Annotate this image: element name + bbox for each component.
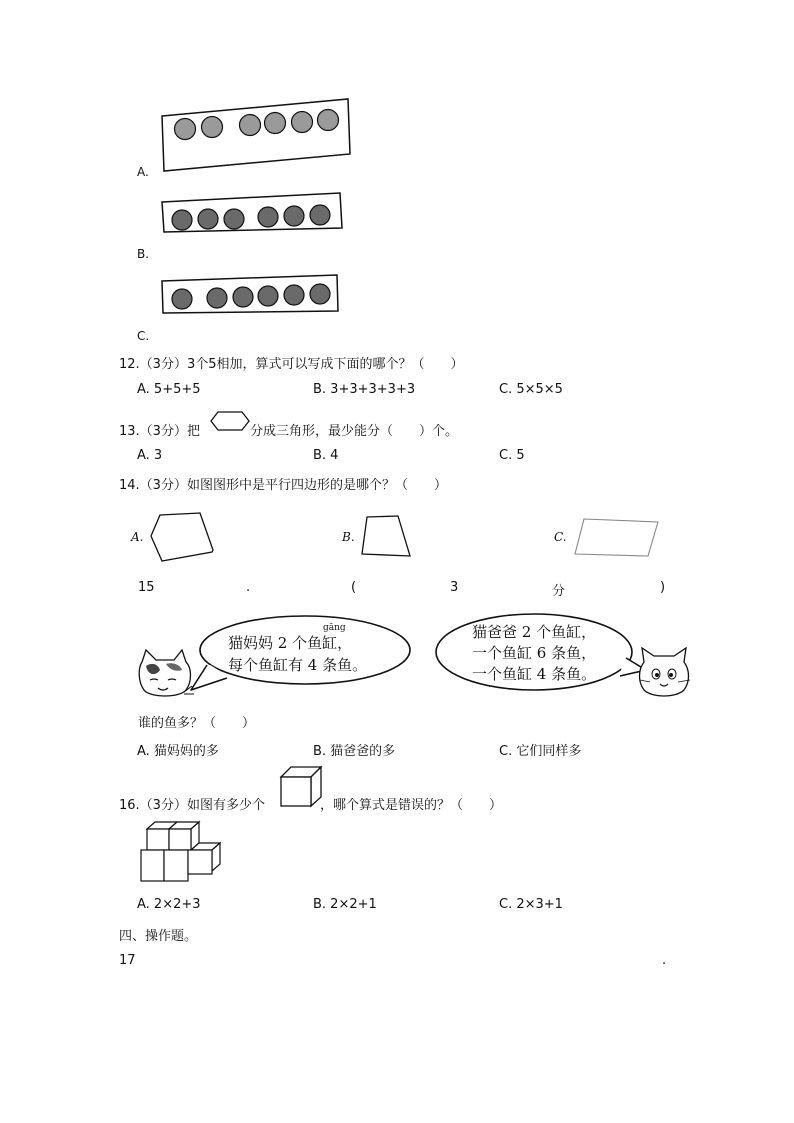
counter-dot	[240, 115, 261, 136]
q17-dot: .	[662, 953, 667, 968]
q13-option-a[interactable]: A. 3	[137, 448, 163, 463]
bubble-right-line-2: 一个鱼缸 6 条鱼，	[472, 644, 597, 662]
counter-dot	[172, 289, 192, 309]
q15-question: 谁的鱼多？（ ）	[138, 716, 256, 731]
q15-open-paren: (	[351, 580, 357, 595]
q13-stem-before: 13.（3分）把	[119, 424, 200, 439]
q15-option-b[interactable]: B. 猫爸爸的多	[313, 744, 396, 759]
q16-option-c[interactable]: C. 2×3+1	[499, 897, 563, 912]
q12-option-b[interactable]: B. 3+3+3+3+3	[313, 382, 416, 397]
counter-dot	[265, 113, 286, 134]
counter-dot	[318, 110, 339, 131]
q15-dot: .	[246, 580, 251, 595]
q11-card-a	[160, 96, 360, 176]
q15-option-c[interactable]: C. 它们同样多	[499, 744, 582, 759]
counter-dot	[207, 288, 227, 308]
q17-number: 17	[119, 953, 136, 968]
counter-dot	[258, 286, 278, 306]
counter-dot	[233, 287, 253, 307]
father-cat-illustration	[636, 646, 692, 702]
q16-option-b[interactable]: B. 2×2+1	[313, 897, 377, 912]
q15-close-paren: )	[660, 580, 666, 595]
q13-stem-after: 分成三角形，最少能分（ ）个。	[250, 424, 459, 439]
q11-card-b	[160, 192, 360, 242]
q15-number: 15	[138, 580, 155, 595]
q15-option-a[interactable]: A. 猫妈妈的多	[137, 744, 219, 759]
q11-option-c-label: C.	[137, 329, 150, 343]
q11-card-c	[160, 273, 360, 323]
counter-dot	[202, 117, 223, 138]
q13-option-b[interactable]: B. 4	[313, 448, 339, 463]
counter-dot	[284, 285, 304, 305]
counter-dot	[175, 119, 196, 140]
bubble-left-line-1: 猫妈妈 2 个鱼缸，	[228, 634, 353, 652]
q12-option-a[interactable]: A. 5+5+5	[137, 382, 201, 397]
bubble-right-line-3: 一个鱼缸 4 条鱼。	[472, 665, 597, 683]
counter-dot	[224, 209, 244, 229]
q16-stem-after: ，哪个算式是错误的？（ ）	[320, 798, 503, 813]
counter-dot	[292, 112, 313, 133]
counter-dot	[284, 206, 304, 226]
counter-dot	[310, 205, 330, 225]
q16-stem-before: 16.（3分）如图有多少个	[119, 798, 265, 813]
q14-stem: 14.（3分）如图图形中是平行四边形的是哪个？（ ）	[119, 478, 447, 493]
q14-label-b: B.	[342, 530, 355, 544]
pinyin-gang: gāng	[323, 623, 346, 633]
stacked-cubes-figure	[140, 821, 222, 883]
section-4-title: 四、操作题。	[119, 929, 198, 944]
q14-trapezoid-shape[interactable]	[360, 514, 420, 564]
q12-stem: 12.（3分）3个5相加，算式可以写成下面的哪个？（ ）	[119, 357, 464, 372]
q11-option-b-label: B.	[137, 247, 150, 261]
q14-label-a: A.	[131, 530, 144, 544]
cube-icon	[280, 766, 324, 808]
hexagon-icon	[210, 411, 250, 433]
q13-option-c[interactable]: C. 5	[499, 448, 525, 463]
q11-option-a-label: A.	[137, 165, 149, 179]
counter-dot	[310, 284, 330, 304]
counter-dot	[198, 209, 218, 229]
counter-dot	[258, 207, 278, 227]
q15-score: 3	[450, 580, 459, 595]
bubble-right-line-1: 猫爸爸 2 个鱼缸，	[472, 623, 597, 641]
q12-option-c[interactable]: C. 5×5×5	[499, 382, 563, 397]
q16-option-a[interactable]: A. 2×2+3	[137, 897, 201, 912]
counter-dot	[172, 210, 192, 230]
q14-pentagon-shape[interactable]	[150, 510, 230, 570]
q14-label-c: C.	[554, 530, 567, 544]
bubble-left-line-2: 每个鱼缸有 4 条鱼。	[228, 656, 368, 674]
q15-unit: 分	[552, 584, 566, 599]
q14-parallelogram-shape[interactable]	[574, 516, 664, 561]
